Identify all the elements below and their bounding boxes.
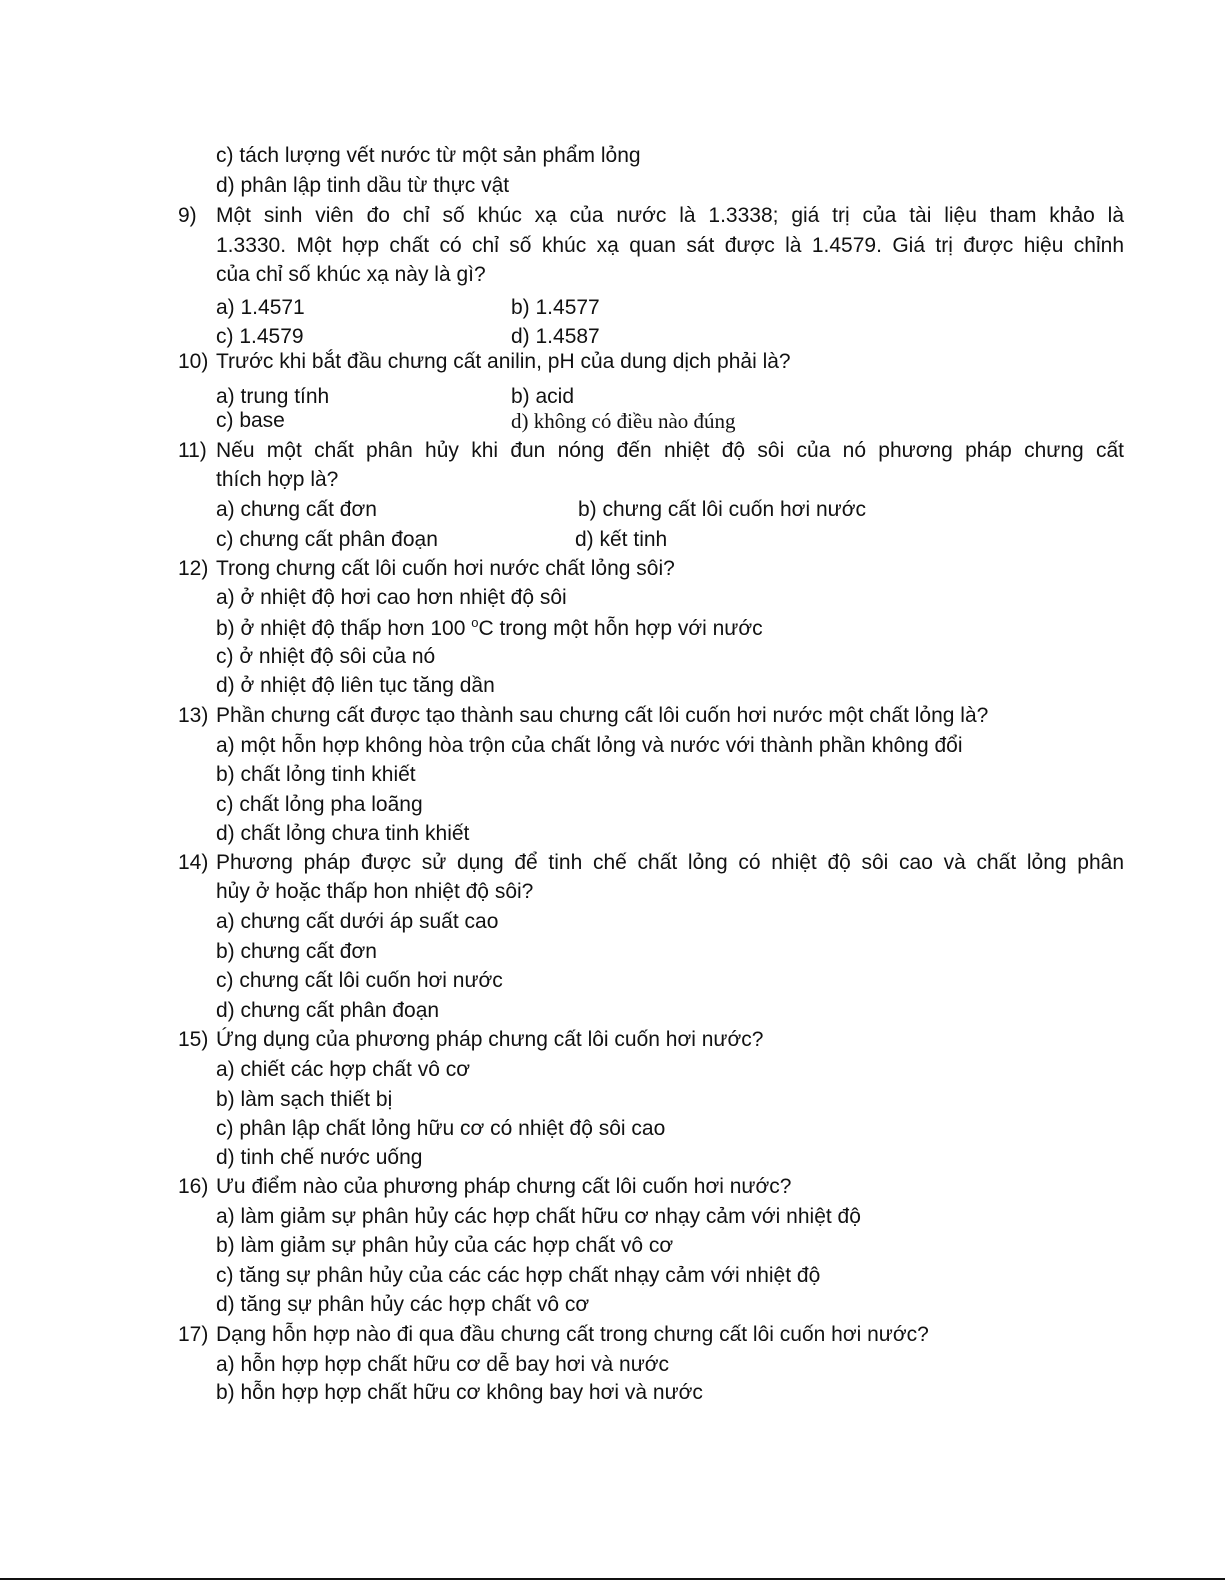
option-d: d) tăng sự phân hủy các hợp chất vô cơ — [216, 1293, 590, 1316]
question-text: Trong chưng cất lôi cuốn hơi nước chất lỏng sôi? — [216, 557, 675, 580]
question-number: 14) — [178, 851, 209, 874]
option-b: b) 1.4577 — [511, 296, 600, 319]
option-b: b) hỗn hợp hợp chất hữu cơ không bay hơi và nước — [216, 1381, 703, 1404]
question-text-line: Một sinh viên đo chỉ số khúc xạ của nước là 1.3338; giá trị của tài liệu tham khảo là — [216, 204, 1124, 227]
option-c: c) 1.4579 — [216, 325, 304, 348]
option-a: a) chưng cất đơn — [216, 498, 377, 521]
option-b: b) acid — [511, 385, 575, 408]
question-number: 11) — [178, 439, 207, 462]
option-d: d) chưng cất phân đoạn — [216, 999, 440, 1022]
question-number: 15) — [178, 1028, 209, 1051]
option-b-text-end: C trong một hỗn hợp với nước — [478, 617, 763, 640]
option-c: c) ở nhiệt độ sôi của nó — [216, 645, 436, 668]
question-text: Dạng hỗn hợp nào đi qua đầu chưng cất trong chưng cất lôi cuốn hơi nước? — [216, 1323, 929, 1346]
question-text-line: của chỉ số khúc xạ này là gì? — [216, 263, 486, 286]
option-a: a) chiết các hợp chất vô cơ — [216, 1058, 470, 1081]
option-b — [216, 616, 763, 642]
option-c: c) chưng cất phân đoạn — [216, 528, 438, 551]
question-text-line: Nếu một chất phân hủy khi đun nóng đến nhiệt độ sôi của nó phương pháp chưng cất — [216, 439, 1124, 462]
question-number: 16) — [178, 1175, 209, 1198]
question-text: Trước khi bắt đầu chưng cất anilin, pH của dung dịch phải là? — [216, 350, 791, 373]
option-b: b) chưng cất lôi cuốn hơi nước — [578, 498, 866, 521]
option-d: d) phân lập tinh dầu từ thực vật — [216, 174, 510, 197]
question-number: 10) — [178, 350, 209, 373]
option-a: a) hỗn hợp hợp chất hữu cơ dễ bay hơi và nước — [216, 1353, 670, 1376]
option-a: a) 1.4571 — [216, 296, 305, 319]
option-b: b) chất lỏng tinh khiết — [216, 763, 416, 786]
option-d: d) 1.4587 — [511, 325, 600, 348]
option-c: c) phân lập chất lỏng hữu cơ có nhiệt độ sôi cao — [216, 1117, 666, 1140]
option-c: c) tách lượng vết nước từ một sản phẩm lỏng — [216, 144, 641, 167]
question-number: 12) — [178, 557, 209, 580]
option-d: d) ở nhiệt độ liên tục tăng dần — [216, 674, 495, 697]
question-text: Phần chưng cất được tạo thành sau chưng cất lôi cuốn hơi nước một chất lỏng là? — [216, 704, 989, 727]
option-b: b) làm giảm sự phân hủy của các hợp chất vô cơ — [216, 1234, 674, 1257]
question-text-line: hủy ở hoặc thấp hon nhiệt độ sôi? — [216, 880, 534, 903]
question-text-line: Phương pháp được sử dụng để tinh chế chất lỏng có nhiệt độ sôi cao và chất lỏng phân — [216, 851, 1124, 874]
option-d: d) không có điều nào đúng — [511, 409, 736, 433]
option-c: c) chất lỏng pha loãng — [216, 793, 423, 816]
option-d: d) chất lỏng chưa tinh khiết — [216, 822, 470, 845]
question-text: Ứng dụng của phương pháp chưng cất lôi cuốn hơi nước? — [216, 1028, 764, 1051]
option-a: a) làm giảm sự phân hủy các hợp chất hữu cơ nhạy cảm với nhiệt độ — [216, 1205, 861, 1228]
option-c: c) chưng cất lôi cuốn hơi nước — [216, 969, 503, 992]
question-text-line: thích hợp là? — [216, 468, 339, 491]
question-number: 13) — [178, 704, 209, 727]
question-number: 9) — [178, 204, 197, 227]
option-a: a) trung tính — [216, 385, 330, 408]
option-b-text: b) ở nhiệt độ thấp hơn 100 — [216, 617, 472, 640]
question-number: 17) — [178, 1323, 209, 1346]
option-d: d) tinh chế nước uống — [216, 1146, 423, 1169]
option-a: a) một hỗn hợp không hòa trộn của chất lỏng và nước với thành phần không đổi — [216, 734, 963, 757]
page-edge-divider — [0, 1578, 1225, 1580]
option-d: d) kết tinh — [575, 528, 668, 551]
question-text: Ưu điểm nào của phương pháp chưng cất lôi cuốn hơi nước? — [216, 1175, 792, 1198]
option-a: a) chưng cất dưới áp suất cao — [216, 910, 499, 933]
question-text-line: 1.3330. Một hợp chất có chỉ số khúc xạ quan sát được là 1.4579. Giá trị được hiệu chỉnh — [216, 234, 1124, 257]
option-a: a) ở nhiệt độ hơi cao hơn nhiệt độ sôi — [216, 586, 567, 609]
option-b: b) chưng cất đơn — [216, 940, 377, 963]
option-c: c) tăng sự phân hủy của các các hợp chất nhạy cảm với nhiệt độ — [216, 1264, 821, 1287]
degree-sup: o — [471, 615, 479, 630]
option-c: c) base — [216, 409, 285, 432]
option-b: b) làm sạch thiết bị — [216, 1088, 393, 1111]
